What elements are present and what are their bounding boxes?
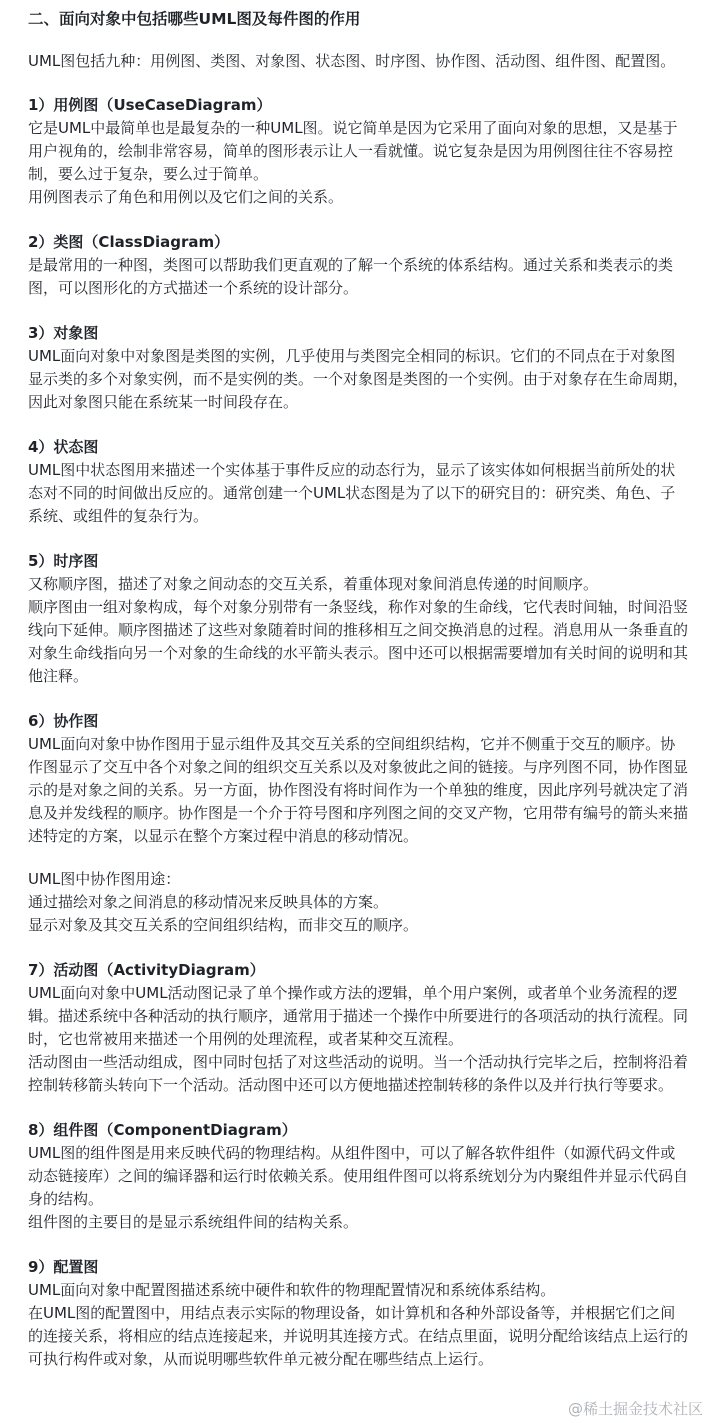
section-paragraph: 又称顺序图，描述了对象之间动态的交互关系，着重体现对象间消息传递的时间顺序。 (28, 575, 599, 593)
section-paragraph: 组件图的主要目的是显示系统组件间的结构关系。 (28, 1213, 359, 1231)
uses-item: 通过描绘对象之间消息的移动情况来反映具体的方案。 (28, 893, 389, 911)
section-title: 5）时序图 (28, 552, 99, 570)
section-class (28, 231, 690, 300)
section-paragraph: 用例图表示了角色和用例以及它们之间的关系。 (28, 188, 344, 206)
watermark: @稀土掘金技术社区 (567, 1400, 703, 1418)
section-title: 9）配置图 (28, 1258, 99, 1276)
section-sequence (28, 550, 690, 688)
section-paragraph: UML面向对象中协作图用于显示组件及其交互关系的空间组织结构，它并不侧重于交互的顺序。协作图显示了交互中各个对象之间的组织交互关系以及对象彼此之间的链接。与序列图不同，协作图显示的是对象之间的关系。另一方面，协作图没有将时间作为一个单独的维度，因此序列号就决定了消息及并发线程的顺序。协作图是一个介于符号图和序列图之间的交叉产物，它用带有编号的箭头来描述特定的方案，以显示在整个方案过程中消息的移动情况。 (28, 735, 689, 845)
section-title: 3）对象图 (28, 324, 99, 342)
section-title: 6）协作图 (28, 712, 99, 730)
section-paragraph: UML面向对象中配置图描述系统中硬件和软件的物理配置情况和系统体系结构。 (28, 1281, 556, 1299)
section-use-case (28, 94, 690, 209)
section-activity (28, 959, 690, 1097)
section-title: 7）活动图（ActivityDiagram） (28, 961, 265, 979)
article-body (28, 8, 690, 1393)
collaboration-uses (28, 868, 690, 937)
intro-paragraph: UML图包括九种：用例图、类图、对象图、状态图、时序图、协作图、活动图、组件图、配置图。 (28, 52, 676, 70)
section-paragraph: UML面向对象中对象图是类图的实例，几乎使用与类图完全相同的标识。它们的不同点在于对象图显示类的多个对象实例，而不是实例的类。一个对象图是类图的一个实例。由于对象存在生命周期，因此对象图只能在系统某一时间段存在。 (28, 347, 689, 411)
section-paragraph: 在UML图的配置图中，用结点表示实际的物理设备，如计算机和各种外部设备等，并根据它们之间的连接关系，将相应的结点连接起来，并说明其连接方式。在结点里面，说明分配给该结点上运行的可执行构件或对象，从而说明哪些软件单元被分配在哪些结点上运行。 (28, 1304, 689, 1368)
section-title: 8）组件图（ComponentDiagram） (28, 1121, 297, 1139)
section-deployment (28, 1256, 690, 1371)
section-title: 2）类图（ClassDiagram） (28, 233, 230, 251)
section-paragraph: UML图的组件图是用来反映代码的物理结构。从组件图中，可以了解各软件组件（如源代码文件或动态链接库）之间的编译器和运行时依赖关系。使用组件图可以将系统划分为内聚组件并显示代码自身的结构。 (28, 1144, 689, 1208)
section-paragraph: 活动图由一些活动组成，图中同时包括了对这些活动的说明。当一个活动执行完毕之后，控制将沿着控制转移箭头转向下一个活动。活动图中还可以方便地描述控制转移的条件以及并行执行等要求。 (28, 1053, 689, 1094)
section-paragraph: 是最常用的一种图，类图可以帮助我们更直观的了解一个系统的体系结构。通过关系和类表示的类图，可以图形化的方式描述一个系统的设计部分。 (28, 256, 674, 297)
section-paragraph: UML面向对象中UML活动图记录了单个操作或方法的逻辑，单个用户案例，或者单个业务流程的逻辑。描述系统中各种活动的执行顺序，通常用于描述一个操作中所要进行的各项活动的执行流程。同时，它也常被用来描述一个用例的处理流程，或者某种交互流程。 (28, 984, 689, 1048)
section-object (28, 322, 690, 414)
section-paragraph: UML图中状态图用来描述一个实体基于事件反应的动态行为，显示了该实体如何根据当前所处的状态对不同的时间做出反应的。通常创建一个UML状态图是为了以下的研究目的：研究类、角色、子系统、或组件的复杂行为。 (28, 461, 676, 525)
uses-item: 显示对象及其交互关系的空间组织结构，而非交互的顺序。 (28, 916, 419, 934)
section-collaboration (28, 710, 690, 937)
uses-heading: UML图中协作图用途： (28, 870, 181, 888)
section-title: 4）状态图 (28, 438, 99, 456)
section-title: 1）用例图（UseCaseDiagram） (28, 96, 272, 114)
section-component (28, 1119, 690, 1234)
section-state (28, 436, 690, 528)
section-paragraph: 它是UML中最简单也是最复杂的一种UML图。说它简单是因为它采用了面向对象的思想，又是基于用户视角的，绘制非常容易，简单的图形表示让人一看就懂。说它复杂是因为用例图往往不容易控制，要么过于复杂，要么过于简单。 (28, 119, 678, 183)
section-paragraph: 顺序图由一组对象构成，每个对象分别带有一条竖线，称作对象的生命线，它代表时间轴，时间沿竖线向下延伸。顺序图描述了这些对象随着时间的推移相互之间交换消息的过程。消息用从一条垂直的对象生命线指向另一个对象的生命线的水平箭头表示。图中还可以根据需要增加有关时间的说明和其他注释。 (28, 598, 689, 685)
page-title: 二、面向对象中包括哪些UML图及每件图的作用 (28, 10, 361, 28)
